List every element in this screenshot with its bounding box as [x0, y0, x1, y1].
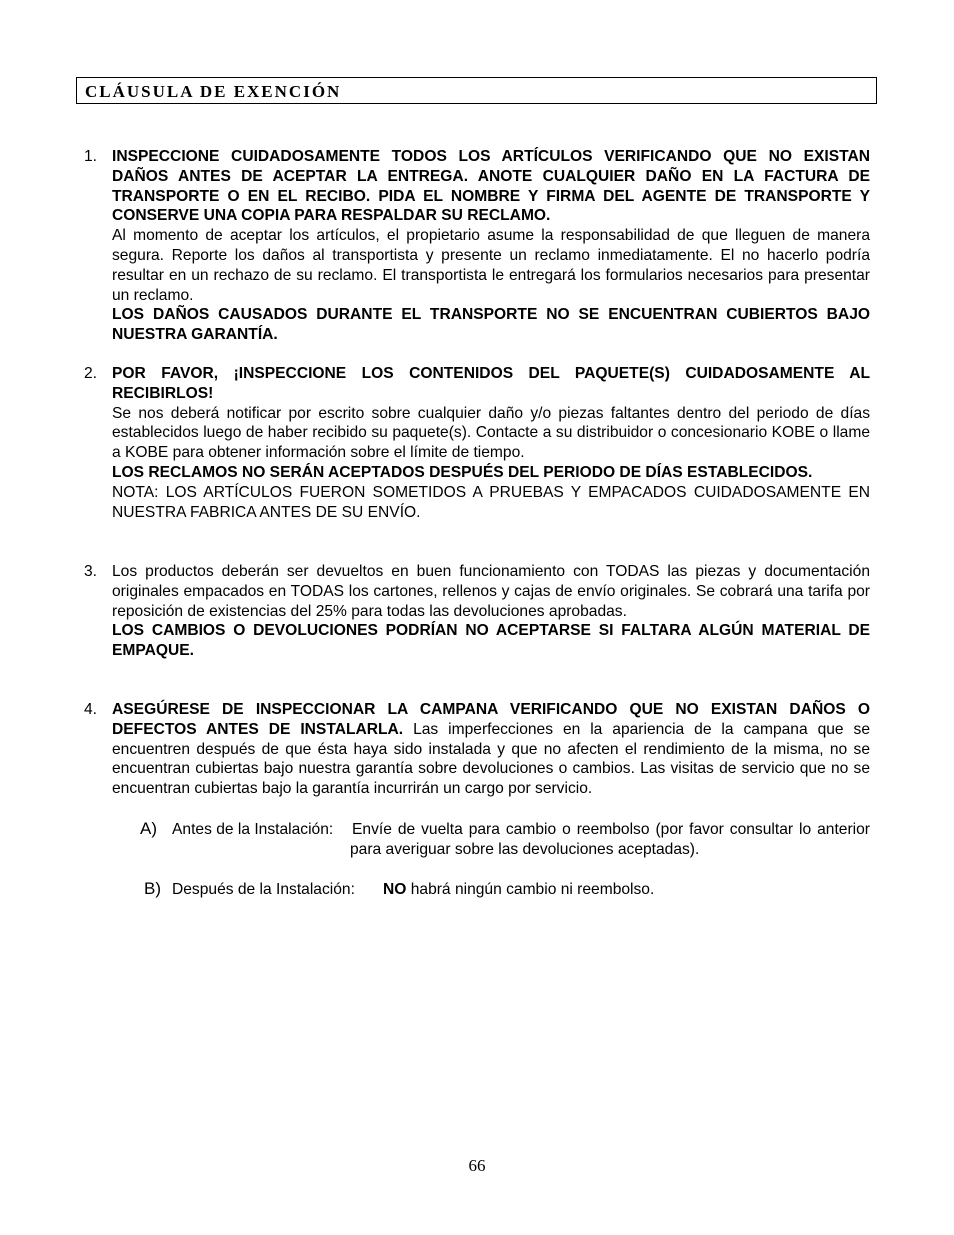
- item-text-rest: Las imperfecciones en la apariencia de la campana que se encuentren después de que ésta haya sido instalada y que no afecten el rendimiento de la misma, no se encuentran cubiertas bajo nuestra garantía sobre devoluciones o cambios. Las visitas de servicio que no se encuentran cubiertas bajo la garantía incurrirán un cargo por servicio.: [112, 720, 870, 798]
- item-number: 3.: [84, 563, 98, 580]
- item-warning-bold: LOS RECLAMOS NO SERÁN ACEPTADOS DESPUÉS DEL PERIODO DE DÍAS ESTABLECIDOS.: [112, 463, 813, 481]
- item-note: NOTA: LOS ARTÍCULOS FUERON SOMETIDOS A PRUEBAS Y EMPACADOS CUIDADOSAMENTE EN NUESTRA FABRICA ANTES DE SU ENVÍO.: [112, 483, 870, 521]
- item-warning-bold: LOS CAMBIOS O DEVOLUCIONES PODRÍAN NO ACEPTARSE SI FALTARA ALGÚN MATERIAL DE EMPAQUE.: [112, 622, 870, 660]
- subitem-letter: A): [140, 819, 157, 838]
- list-item-2: [84, 364, 870, 522]
- item-text: [112, 700, 870, 799]
- subitem-label: Antes de la Instalación:: [172, 821, 334, 838]
- subitem-text: [383, 880, 654, 900]
- subitem-letter: B): [144, 879, 161, 898]
- subitem-text: Envíe de vuelta para cambio o reembolso (por favor consultar lo anterior para averiguar sobre las devoluciones aceptadas).: [350, 821, 870, 858]
- subitem-bold: NO: [383, 881, 407, 898]
- subitem-label: Después de la Instalación:: [172, 881, 355, 898]
- subitem-text-rest: habrá ningún cambio ni reembolso.: [406, 881, 655, 898]
- subitem-b: [144, 880, 870, 902]
- subitem-a: [140, 820, 870, 860]
- list-item-4: [84, 700, 870, 799]
- item-text: Los productos deberán ser devueltos en buen funcionamiento con TODAS las piezas y documentación originales empacados en TODAS los cartones, rellenos y cajas de envío originales. Se cobrará una tarifa por reposición de existencias del 25% para todas las devoluciones aprobadas.: [112, 563, 870, 620]
- item-number: 4.: [84, 701, 98, 718]
- item-warning-bold: INSPECCIONE CUIDADOSAMENTE TODOS LOS ARTÍCULOS VERIFICANDO QUE NO EXISTAN DAÑOS ANTES DE ACEPTAR LA ENTREGA. ANOTE CUALQUIER DAÑO EN LA FACTURA DE TRANSPORTE O EN EL RECIBO. PIDA EL NOMBRE Y FIRMA DEL AGENTE DE TRANSPORTE Y CONSERVE UNA COPIA PARA RESPALDAR SU RECLAMO.: [112, 148, 870, 225]
- item-text: Al momento de aceptar los artículos, el propietario asume la responsabilidad de que lleguen de manera segura. Reporte los daños al transportista y presente un reclamo inmediatamente. El no hacerlo podría resultar en un rechazo de su reclamo. El transportista le entregará los formularios necesarios para presentar un reclamo.: [112, 227, 870, 304]
- item-warning-bold: LOS DAÑOS CAUSADOS DURANTE EL TRANSPORTE NO SE ENCUENTRAN CUBIERTOS BAJO NUESTRA GARANTÍA.: [112, 306, 870, 344]
- item-text: Se nos deberá notificar por escrito sobre cualquier daño y/o piezas faltantes dentro del periodo de días establecidos luego de haber recibido su paquete(s). Contacte a su distribuidor o concesionario KOBE o llame a KOBE para obtener información sobre el límite de tiempo.: [112, 404, 870, 462]
- list-item-3: [84, 562, 870, 661]
- page-number: 66: [468, 1156, 486, 1175]
- section-title: CLÁUSULA DE EXENCIÓN: [76, 77, 877, 104]
- item-number: 1.: [84, 148, 98, 165]
- item-warning-bold: POR FAVOR, ¡INSPECCIONE LOS CONTENIDOS DEL PAQUETE(S) CUIDADOSAMENTE AL RECIBIRLOS!: [112, 365, 870, 402]
- list-item-1: [84, 147, 870, 345]
- item-number: 2.: [84, 365, 98, 382]
- item-warning-bold: ASEGÚRESE DE INSPECCIONAR LA CAMPANA VERIFICANDO QUE NO EXISTAN DAÑOS O DEFECTOS ANTES DE INSTALARLA.: [112, 701, 870, 738]
